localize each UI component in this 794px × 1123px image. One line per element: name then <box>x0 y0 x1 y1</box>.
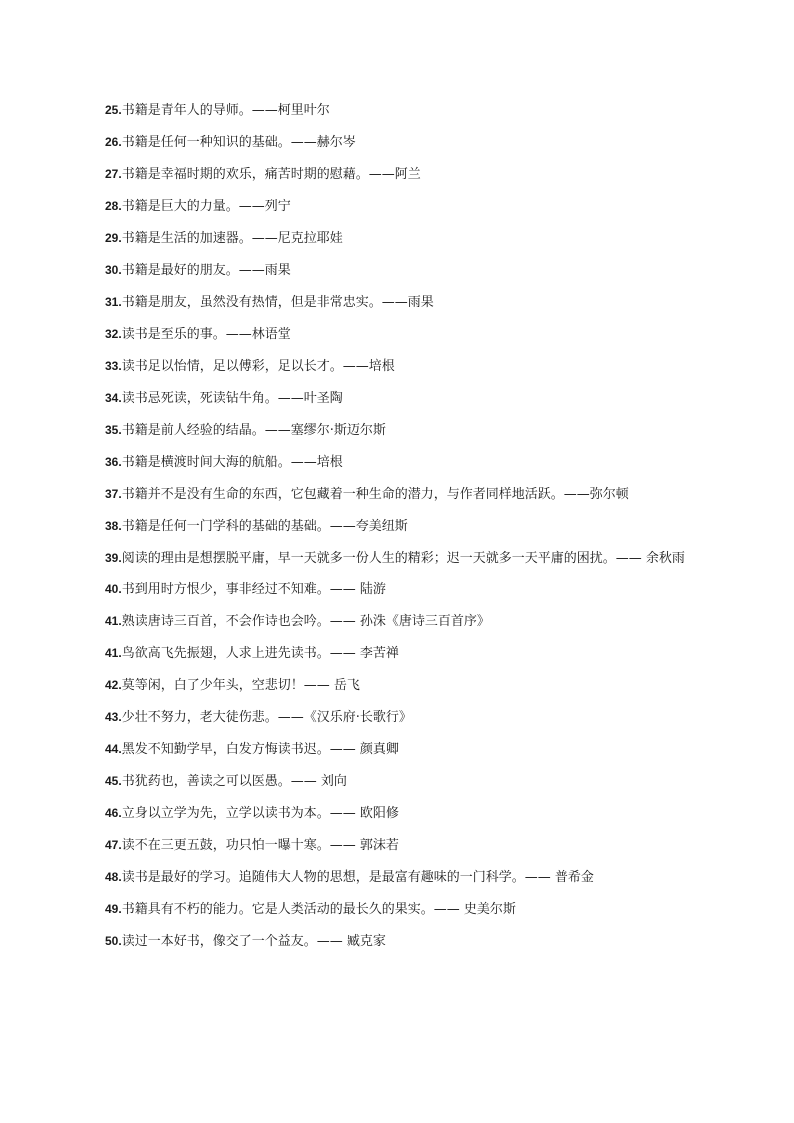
quote-text: 黑发不知勤学早，白发方悔读书迟。—— 颜真卿 <box>121 742 399 757</box>
quote-item <box>76 836 726 855</box>
quote-number: 36. <box>105 455 122 469</box>
quote-number: 44. <box>105 742 122 756</box>
quote-item <box>76 389 726 408</box>
quote-text: 书籍并不是没有生命的东西，它包藏着一种生命的潜力，与作者同样地活跃。——弥尔顿 <box>121 487 629 502</box>
quote-item <box>76 101 726 120</box>
quote-item <box>76 229 726 248</box>
quote-number: 41. <box>105 614 122 628</box>
quote-text: 书籍是青年人的导师。——柯里叶尔 <box>121 103 330 118</box>
quote-number: 47. <box>105 838 122 852</box>
quote-item <box>76 900 726 919</box>
quote-text: 书籍是生活的加速器。——尼克拉耶娃 <box>121 231 343 246</box>
quote-text: 读书忌死读，死读钻牛角。——叶圣陶 <box>121 391 343 406</box>
quote-text: 书籍具有不朽的能力。它是人类活动的最长久的果实。—— 史美尔斯 <box>121 902 516 917</box>
quote-text: 书籍是任何一门学科的基础的基础。——夸美纽斯 <box>121 519 408 534</box>
quote-item <box>76 261 726 280</box>
quote-number: 45. <box>105 774 122 788</box>
quote-number: 34. <box>105 391 122 405</box>
quote-item <box>76 293 726 312</box>
quote-item <box>76 772 726 791</box>
quote-text: 书籍是幸福时期的欢乐，痛苦时期的慰藉。——阿兰 <box>121 167 421 182</box>
quote-number: 37. <box>105 487 122 501</box>
quote-number: 27. <box>105 167 122 181</box>
quote-text: 读过一本好书，像交了一个益友。—— 臧克家 <box>121 934 386 949</box>
quote-number: 49. <box>105 902 122 916</box>
quote-text: 读不在三更五鼓，功只怕一曝十寒。—— 郭沫若 <box>121 838 399 853</box>
quote-text: 莫等闲，白了少年头，空悲切！—— 岳飞 <box>121 678 360 693</box>
quote-item <box>76 708 726 727</box>
quote-item <box>76 804 726 823</box>
quote-item <box>76 133 726 152</box>
quote-item <box>76 357 726 376</box>
quote-item <box>76 612 726 631</box>
quote-item <box>76 421 726 440</box>
quote-number: 33. <box>105 359 122 373</box>
quote-number: 40. <box>105 582 122 596</box>
quote-text: 读书足以怡情，足以傅彩，足以长才。——培根 <box>121 359 395 374</box>
quote-text: 书籍是朋友，虽然没有热情，但是非常忠实。——雨果 <box>121 295 434 310</box>
quote-item <box>76 325 726 344</box>
quote-number: 48. <box>105 870 122 884</box>
quote-item <box>76 580 726 599</box>
quote-number: 46. <box>105 806 122 820</box>
quote-text: 熟读唐诗三百首，不会作诗也会吟。—— 孙洙《唐诗三百首序》 <box>121 614 490 629</box>
quote-text: 立身以立学为先，立学以读书为本。—— 欧阳修 <box>121 806 399 821</box>
quote-number: 41. <box>105 646 122 660</box>
quote-text: 读书是最好的学习。追随伟大人物的思想，是最富有趣味的一门科学。—— 普希金 <box>121 870 594 885</box>
quote-item <box>76 197 726 216</box>
quote-item <box>76 453 726 472</box>
quote-item <box>76 517 726 536</box>
quote-item <box>76 676 726 695</box>
quote-item <box>76 644 726 663</box>
quote-text: 书到用时方恨少，事非经过不知难。—— 陆游 <box>121 582 386 597</box>
quote-text: 书犹药也，善读之可以医愚。—— 刘向 <box>121 774 347 789</box>
quote-number: 42. <box>105 678 122 692</box>
quote-item <box>76 932 726 951</box>
quote-number: 26. <box>105 135 122 149</box>
quote-text: 少壮不努力，老大徒伤悲。——《汉乐府·长歌行》 <box>121 710 412 725</box>
quote-number: 30. <box>105 263 122 277</box>
quote-item <box>76 485 726 504</box>
quote-text: 鸟欲高飞先振翅，人求上进先读书。—— 李苦禅 <box>121 646 399 661</box>
quote-number: 28. <box>105 199 122 213</box>
quote-item <box>76 868 726 887</box>
quote-list <box>76 101 726 964</box>
quote-number: 25. <box>105 103 122 117</box>
quote-text: 书籍是前人经验的结晶。——塞缪尔·斯迈尔斯 <box>121 423 386 438</box>
quote-text: 书籍是任何一种知识的基础。——赫尔岑 <box>121 135 356 150</box>
quote-number: 32. <box>105 327 122 341</box>
quote-item <box>76 740 726 759</box>
quote-number: 35. <box>105 423 122 437</box>
quote-text: 书籍是最好的朋友。——雨果 <box>121 263 291 278</box>
quote-item <box>76 549 726 568</box>
quote-number: 38. <box>105 519 122 533</box>
quote-number: 39. <box>105 551 122 565</box>
quote-text: 书籍是横渡时间大海的航船。——培根 <box>121 455 343 470</box>
quote-text: 阅读的理由是想摆脱平庸，早一天就多一份人生的精彩；迟一天就多一天平庸的困扰。—— 余秋雨 <box>121 551 685 566</box>
quote-text: 书籍是巨大的力量。——列宁 <box>121 199 291 214</box>
quote-number: 43. <box>105 710 122 724</box>
quote-item <box>76 165 726 184</box>
quote-number: 50. <box>105 934 122 948</box>
quote-number: 29. <box>105 231 122 245</box>
quote-text: 读书是至乐的事。——林语堂 <box>121 327 291 342</box>
quote-number: 31. <box>105 295 122 309</box>
